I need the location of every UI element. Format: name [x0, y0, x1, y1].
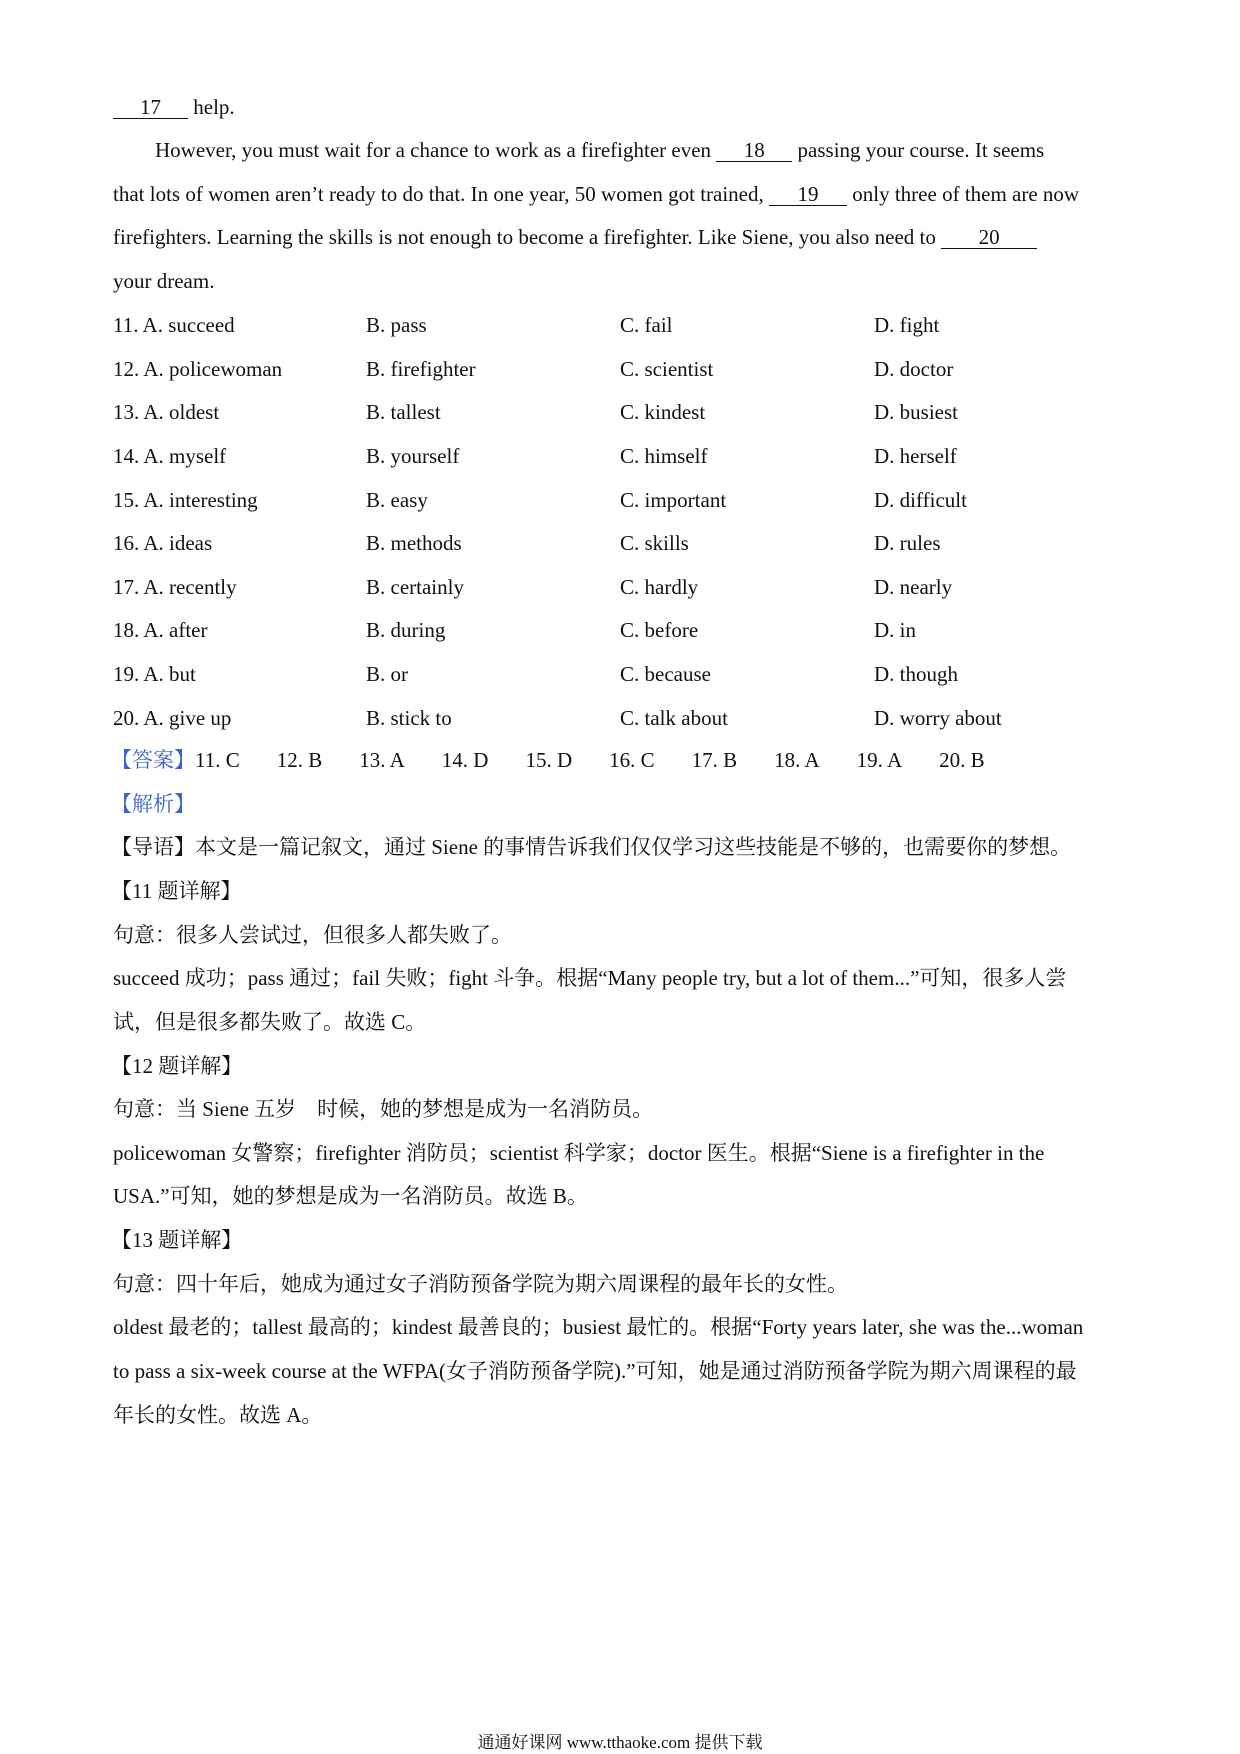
- question-row: [113, 616, 1133, 646]
- option-b: B. tallest: [366, 400, 441, 424]
- option-c: C. scientist: [620, 357, 714, 381]
- q12-heading: 【12 题详解】: [111, 1054, 243, 1078]
- question-row: [113, 311, 1133, 341]
- option-a: 14. A. myself: [113, 444, 227, 468]
- analysis-intro: 【导语】本文是一篇记叙文，通过 Siene 的事情告诉我们仅仅学习这些技能是不够的，也需要你的梦想。: [111, 835, 1072, 859]
- answer-item: 19. A: [856, 748, 903, 772]
- answer-item: 20. B: [939, 748, 985, 772]
- question-row: [113, 573, 1133, 603]
- option-c: C. important: [620, 488, 727, 512]
- question-row: [113, 355, 1133, 385]
- option-c: C. kindest: [620, 400, 706, 424]
- option-d: D. fight: [874, 313, 940, 337]
- passage-line-1: 17 help.: [113, 93, 235, 121]
- option-c: C. hardly: [620, 575, 699, 599]
- option-b: B. or: [366, 662, 408, 686]
- answer-item: 15. D: [525, 748, 573, 772]
- q13-heading: 【13 题详解】: [111, 1228, 243, 1252]
- option-c: C. before: [620, 618, 699, 642]
- answer-item: 11. C: [195, 748, 240, 772]
- option-b: B. stick to: [366, 706, 452, 730]
- question-row: [113, 704, 1133, 734]
- option-a: 15. A. interesting: [113, 488, 258, 512]
- option-c: C. because: [620, 662, 711, 686]
- answer-item: 17. B: [691, 748, 738, 772]
- blank-19: 19: [769, 183, 847, 206]
- question-row: [113, 660, 1133, 690]
- answer-item: 16. C: [609, 748, 655, 772]
- analysis-label: 【解析】: [111, 792, 195, 816]
- q11-meaning: 句意：很多人尝试过，但很多人都失败了。: [113, 923, 512, 947]
- option-c: C. fail: [620, 313, 673, 337]
- option-b: B. during: [366, 618, 446, 642]
- answer-item: 13. A: [359, 748, 405, 772]
- option-a: 20. A. give up: [113, 706, 232, 730]
- q13-explanation-1: oldest 最老的；tallest 最高的；kindest 最善良的；busiest 最忙的。根据“Forty years later, she was the...woman: [113, 1315, 1084, 1339]
- answer-item: 12. B: [276, 748, 323, 772]
- q12-explanation-2: USA.”可知，她的梦想是成为一名消防员。故选 B。: [113, 1184, 588, 1208]
- footer-watermark: 通通好课网 www.tthaoke.com 提供下载: [477, 1733, 763, 1752]
- option-d: D. doctor: [874, 357, 954, 381]
- passage-line-4: firefighters. Learning the skills is not enough to become a firefighter. Like Siene, you also need to 20: [113, 223, 1037, 251]
- q11-explanation-1: succeed 成功；pass 通过；fail 失败；fight 斗争。根据“Many people try, but a lot of them...”可知，很多人尝: [113, 966, 1067, 990]
- option-b: B. certainly: [366, 575, 464, 599]
- passage-line-3: that lots of women aren’t ready to do that. In one year, 50 women got trained, 19 only three of them are now: [113, 182, 1080, 206]
- q13-explanation-3: 年长的女性。故选 A。: [113, 1403, 323, 1427]
- passage-line-5: your dream.: [113, 269, 215, 293]
- option-d: D. nearly: [874, 575, 953, 599]
- q12-meaning: 句意：当 Siene 五岁 时候，她的梦想是成为一名消防员。: [113, 1097, 654, 1121]
- option-d: D. in: [874, 618, 916, 642]
- passage-line-2: However, you must wait for a chance to work as a firefighter even 18 passing your course. It seems: [155, 138, 1045, 162]
- option-c: C. talk about: [620, 706, 728, 730]
- option-a: 13. A. oldest: [113, 400, 220, 424]
- q11-explanation-2: 试，但是很多都失败了。故选 C。: [113, 1010, 427, 1034]
- q11-heading: 【11 题详解】: [111, 879, 242, 903]
- option-d: D. difficult: [874, 488, 967, 512]
- blank-18: 18: [716, 139, 792, 162]
- option-d: D. worry about: [874, 706, 1002, 730]
- option-b: B. yourself: [366, 444, 460, 468]
- answer-label: 【答案】: [111, 748, 195, 772]
- answer-line: [113, 746, 985, 774]
- q13-meaning: 句意：四十年后，她成为通过女子消防预备学院为期六周课程的最年长的女性。: [113, 1272, 848, 1296]
- option-d: D. busiest: [874, 400, 958, 424]
- question-row: [113, 442, 1133, 472]
- q12-explanation-1: policewoman 女警察；firefighter 消防员；scientist 科学家；doctor 医生。根据“Siene is a firefighter in the: [113, 1141, 1045, 1165]
- option-b: B. firefighter: [366, 357, 476, 381]
- option-a: 19. A. but: [113, 662, 196, 686]
- answer-item: 18. A: [774, 748, 820, 772]
- option-c: C. himself: [620, 444, 708, 468]
- option-d: D. though: [874, 662, 958, 686]
- answer-item: 14. D: [441, 748, 489, 772]
- option-a: 11. A. succeed: [113, 313, 235, 337]
- option-b: B. easy: [366, 488, 428, 512]
- option-a: 17. A. recently: [113, 575, 237, 599]
- option-c: C. skills: [620, 531, 689, 555]
- option-d: D. rules: [874, 531, 941, 555]
- option-b: B. methods: [366, 531, 462, 555]
- blank-17: 17: [113, 96, 188, 119]
- option-a: 12. A. policewoman: [113, 357, 283, 381]
- option-b: B. pass: [366, 313, 427, 337]
- question-row: [113, 486, 1133, 516]
- blank-20: 20: [941, 226, 1037, 249]
- option-a: 16. A. ideas: [113, 531, 213, 555]
- option-d: D. herself: [874, 444, 957, 468]
- question-row: [113, 529, 1133, 559]
- q13-explanation-2: to pass a six-week course at the WFPA(女子消防预备学院).”可知，她是通过消防预备学院为期六周课程的最: [113, 1359, 1077, 1383]
- question-row: [113, 398, 1133, 428]
- option-a: 18. A. after: [113, 618, 208, 642]
